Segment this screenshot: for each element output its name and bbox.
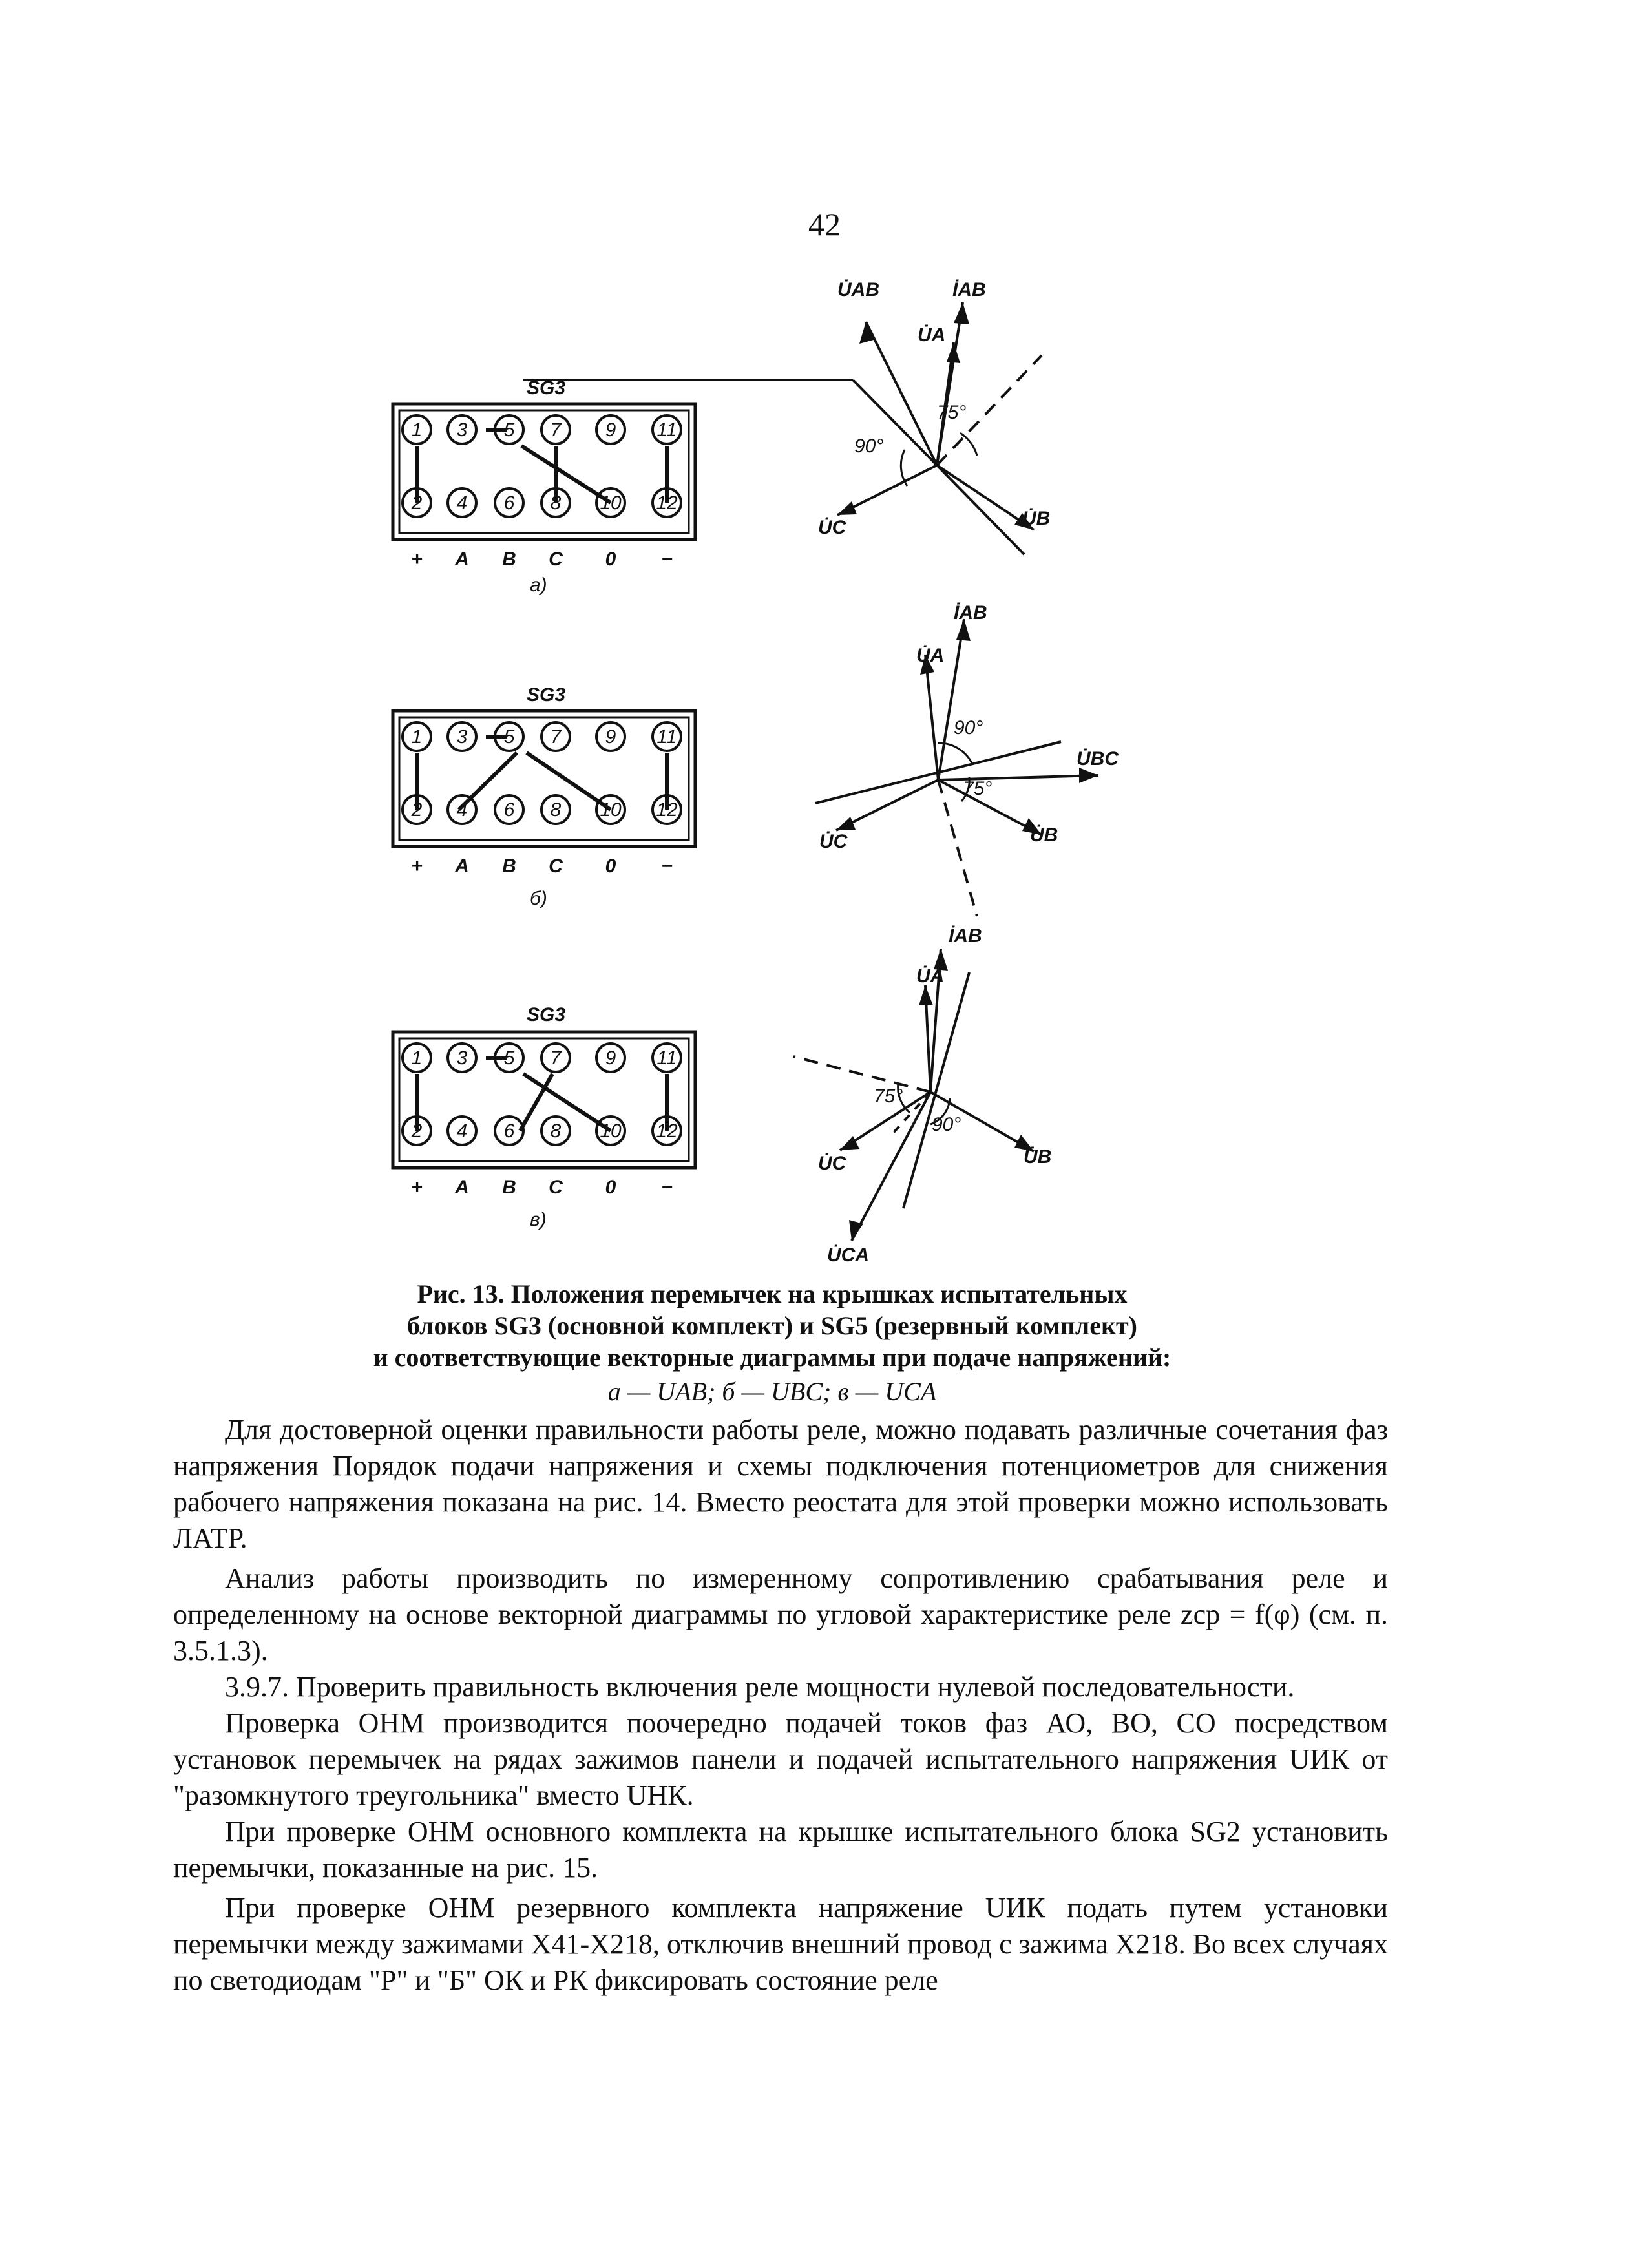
paragraph: При проверке ОНМ резервного комплекта напряжение UИК подать путем установки перемычки между зажимами Х41-Х218, отключив внешний провод с зажима Х218. Во всех случаях по светодиодам "Р" и "Б" ОК и РК фиксировать состояние реле [173,1892,1388,1996]
test-block-a [393,377,853,596]
vector-diagram-c [793,925,1051,1266]
phase-label: A [455,1177,469,1198]
terminal-number: 9 [605,1047,616,1069]
block-c-title: SG3 [527,1004,566,1025]
label-uab-a: U̇AB [837,279,879,300]
phase-label: C [549,549,563,570]
terminal-number: 6 [503,1120,515,1142]
test-block-b [393,684,695,909]
terminal-number: 8 [550,799,562,821]
phase-label: 0 [605,549,616,570]
block-b-sublabel: б) [530,888,547,909]
block-b-title: SG3 [527,684,566,706]
phase-label: + [411,549,423,570]
terminal-number: 10 [600,799,622,821]
terminal-number: 7 [550,1047,562,1069]
angle-75-b: 75° [963,778,993,799]
terminal-number: 3 [456,419,468,441]
terminal-number: 9 [605,419,616,441]
caption-line: и соответствующие векторные диаграммы при подаче напряжений: [373,1343,1171,1372]
phase-row-b [411,856,673,877]
paragraph: При проверке ОНМ основного комплекта на крышке испытательного блока SG2 установить перемычки, показанные на рис. 15. [173,1816,1388,1884]
label-ub-a: U̇B [1022,508,1051,529]
terminal-number: 1 [411,1047,423,1069]
angle-90-c: 90° [932,1114,961,1135]
terminal-number: 7 [550,419,562,441]
label-uca-c: U̇CA [827,1244,869,1266]
phase-label: C [549,1177,563,1198]
angle-90-b: 90° [954,717,983,739]
angle-90-a: 90° [854,436,884,457]
label-ua-b: U̇A [916,645,945,666]
terminal-number: 4 [456,799,468,821]
terminal-number: 11 [656,1047,677,1069]
terminal-number: 12 [656,492,678,514]
paragraph: Анализ работы производить по измеренному сопротивлению срабатывания реле и определенному на основе векторной диаграммы по угловой характеристике реле zср = f(φ) (см. п. 3.5.1.3). [173,1562,1388,1666]
terminal-number: 2 [411,492,423,514]
terminal-number: 4 [456,1120,468,1142]
page-number: 42 [808,206,841,242]
label-uc-a: U̇C [818,517,846,538]
vector-diagram-a [818,279,1050,554]
block-a-sublabel: а) [530,574,547,596]
phase-label: B [502,549,516,570]
terminal-number: 12 [656,1120,678,1142]
label-ubc-b: U̇BC [1077,748,1119,770]
terminal-number: 12 [656,799,678,821]
angle-75-c: 75° [874,1086,903,1107]
label-ua-c: U̇A [916,965,945,987]
phase-label: 0 [605,1177,616,1198]
paragraph: Проверка ОНМ производится поочередно подачей токов фаз АО, ВО, СО посредством установок перемычек на рядах зажимов панели и подачей испытательного напряжения UИК от "разомкнутого треугольника" вместо UНК. [173,1707,1388,1811]
terminal-number: 10 [600,1120,622,1142]
terminal-number: 9 [605,726,616,748]
vector-diagram-b [815,602,1119,916]
phase-label: C [549,856,563,877]
label-ub-c: U̇B [1024,1146,1052,1168]
terminal-number: 8 [550,1120,562,1142]
phase-label: − [661,1177,673,1198]
label-iab-a: İAB [952,279,986,300]
terminal-number: 2 [411,1120,423,1142]
terminals-a [403,415,681,517]
body-text [173,1412,1388,1999]
label-iab-c: İAB [949,925,982,947]
caption-line: блоков SG3 (основной комплект) и SG5 (резервный комплект) [407,1311,1137,1340]
terminal-number: 11 [656,726,677,748]
phase-label: + [411,856,423,877]
test-block-c [393,1004,695,1230]
phase-label: − [661,856,673,877]
label-ub-b: U̇B [1030,824,1058,846]
terminal-number: 5 [503,419,515,441]
phase-row-c [411,1177,673,1198]
terminal-number: 3 [456,1047,468,1069]
phase-label: − [661,549,673,570]
angle-75-a: 75° [937,402,967,423]
terminals-b [403,722,681,824]
terminal-number: 2 [411,799,423,821]
figure-caption-sub: а — UAB; б — UBC; в — UCA [607,1377,937,1406]
block-a-title: SG3 [527,377,566,399]
phase-label: A [455,549,469,570]
phase-label: 0 [605,856,616,877]
terminal-number: 10 [600,492,622,514]
terminal-number: 1 [411,419,423,441]
terminal-number: 7 [550,726,562,748]
terminal-number: 11 [656,419,677,441]
terminal-number: 5 [503,1047,515,1069]
label-uc-c: U̇C [818,1153,846,1174]
terminal-number: 5 [503,726,515,748]
paragraph: Для достоверной оценки правильности работы реле, можно подавать различные сочетания фаз напряжения Порядок подачи напряжения и схемы подключения потенциометров для снижения рабочего напряжения показана на рис. 14. Вместо реостата для этой проверки можно использовать ЛАТР. [173,1414,1388,1554]
phase-label: A [455,856,469,877]
phase-row-a [411,549,673,570]
terminal-number: 3 [456,726,468,748]
terminal-number: 4 [456,492,468,514]
terminal-number: 8 [550,492,562,514]
terminal-number: 6 [503,492,515,514]
phase-label: B [502,1177,516,1198]
caption-line: Рис. 13. Положения перемычек на крышках испытательных [417,1279,1128,1308]
block-c-sublabel: в) [530,1209,547,1230]
label-iab-b: İAB [954,602,987,624]
phase-label: B [502,856,516,877]
terminal-number: 1 [411,726,423,748]
label-ua-a: U̇A [918,324,946,346]
phase-label: + [411,1177,423,1198]
label-uc-b: U̇C [819,831,848,852]
terminal-number: 6 [503,799,515,821]
figure-caption [336,1278,1208,1373]
paragraph: 3.9.7. Проверить правильность включения реле мощности нулевой последовательности. [225,1671,1295,1703]
